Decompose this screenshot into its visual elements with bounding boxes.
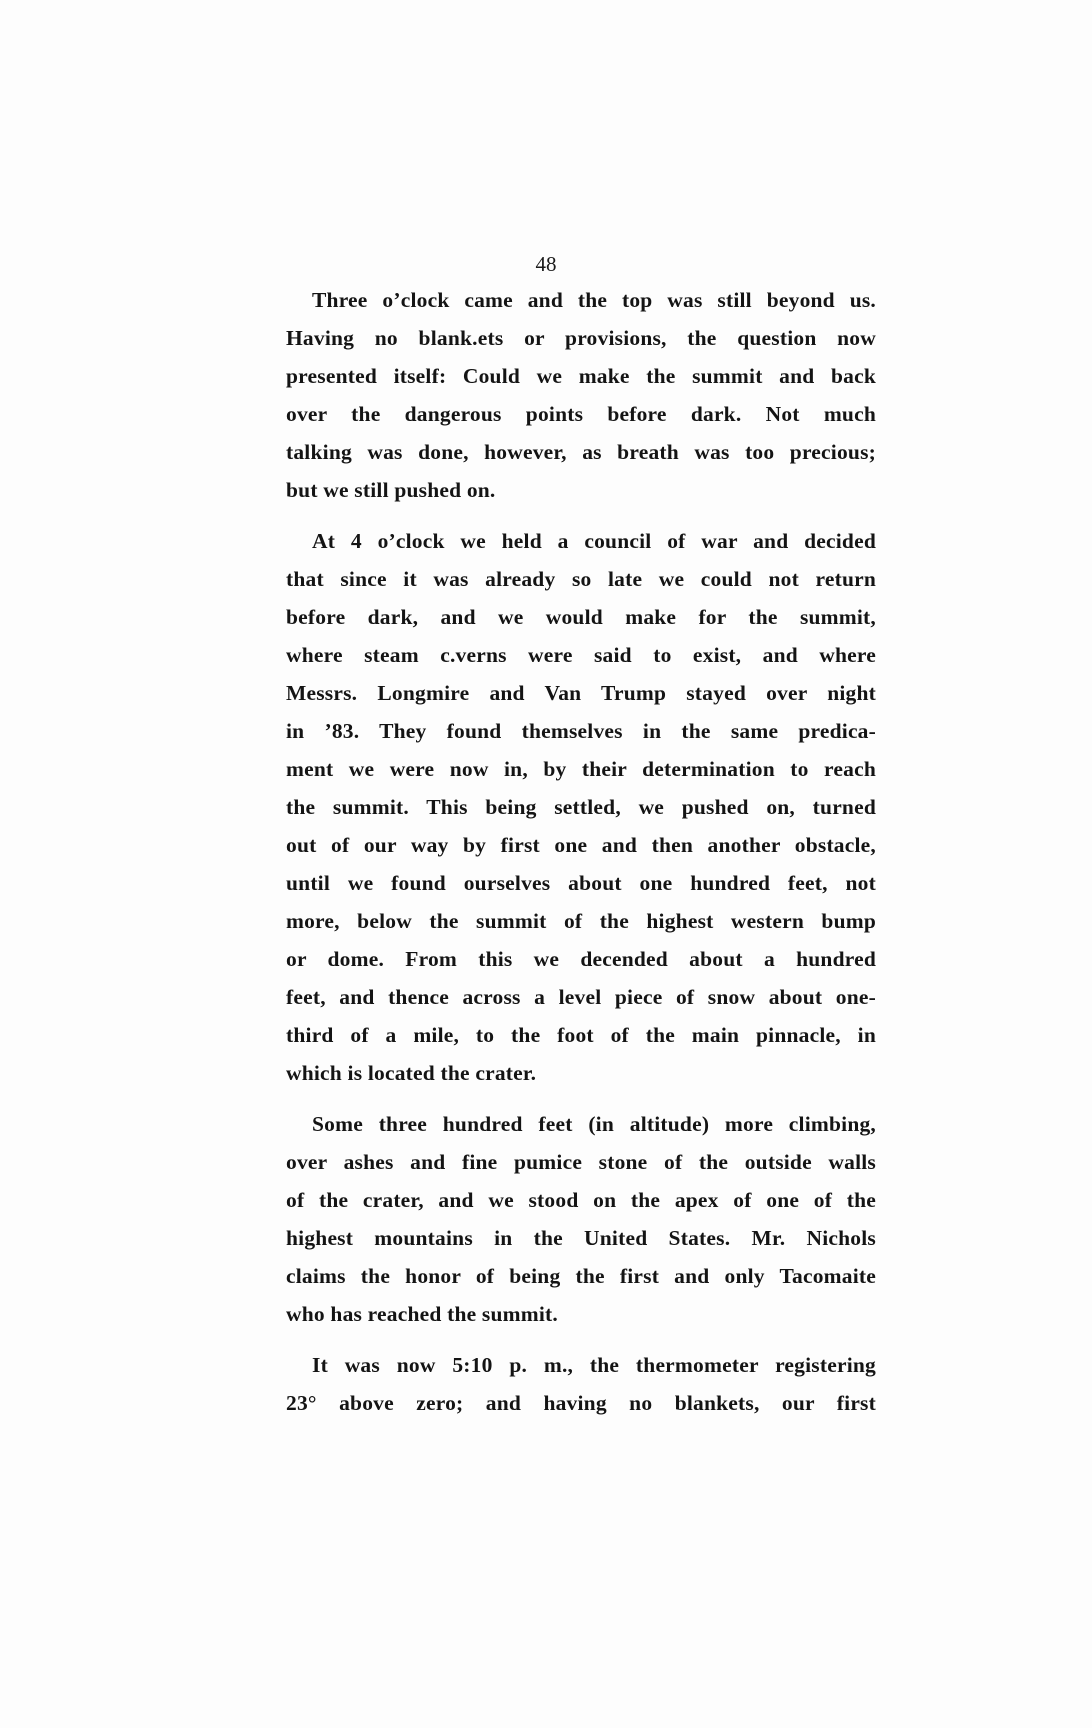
text-line: over the dangerous points before dark. Not much bbox=[286, 402, 876, 426]
text-line: where steam c.verns were said to exist, and where bbox=[286, 643, 876, 667]
text-line: out of our way by first one and then another obstacle, bbox=[286, 833, 876, 857]
paragraph-4 bbox=[286, 1346, 876, 1422]
text-line: over ashes and fine pumice stone of the outside walls bbox=[286, 1150, 876, 1174]
text-line: At 4 o’clock we held a council of war and decided bbox=[312, 529, 876, 553]
text-line: who has reached the summit. bbox=[286, 1302, 558, 1326]
paragraph-2 bbox=[286, 522, 876, 1092]
text-line: until we found ourselves about one hundred feet, not bbox=[286, 871, 876, 895]
text-line: in ’83. They found themselves in the same predica- bbox=[286, 719, 876, 743]
text-line: presented itself: Could we make the summit and back bbox=[286, 364, 876, 388]
text-line: which is located the crater. bbox=[286, 1061, 537, 1085]
text-line: the summit. This being settled, we pushed on, turned bbox=[286, 795, 876, 819]
paragraph-3 bbox=[286, 1105, 876, 1333]
text-line: that since it was already so late we could not return bbox=[286, 567, 876, 591]
text-line: feet, and thence across a level piece of snow about one- bbox=[286, 985, 876, 1009]
text-line: before dark, and we would make for the summit, bbox=[286, 605, 876, 629]
body-text bbox=[286, 281, 876, 1422]
text-line: Messrs. Longmire and Van Trump stayed over night bbox=[286, 681, 876, 705]
text-line: 23° above zero; and having no blankets, our first bbox=[286, 1391, 876, 1415]
text-line: talking was done, however, as breath was too precious; bbox=[286, 440, 876, 464]
text-line: Having no blank.ets or provisions, the question now bbox=[286, 326, 876, 350]
text-line: or dome. From this we decended about a hundred bbox=[286, 947, 876, 971]
paragraph-1 bbox=[286, 281, 876, 509]
text-line: Three o’clock came and the top was still beyond us. bbox=[312, 288, 876, 312]
page-number: 48 bbox=[535, 252, 557, 276]
text-line: more, below the summit of the highest western bump bbox=[286, 909, 876, 933]
text-line: of the crater, and we stood on the apex of one of the bbox=[286, 1188, 876, 1212]
text-line: It was now 5:10 p. m., the thermometer registering bbox=[312, 1353, 876, 1377]
text-line: Some three hundred feet (in altitude) more climbing, bbox=[312, 1112, 876, 1136]
text-line: claims the honor of being the first and only Tacomaite bbox=[286, 1264, 876, 1288]
text-line: third of a mile, to the foot of the main pinnacle, in bbox=[286, 1023, 876, 1047]
text-line: but we still pushed on. bbox=[286, 478, 496, 502]
text-line: ment we were now in, by their determination to reach bbox=[286, 757, 876, 781]
text-line: highest mountains in the United States. Mr. Nichols bbox=[286, 1226, 876, 1250]
